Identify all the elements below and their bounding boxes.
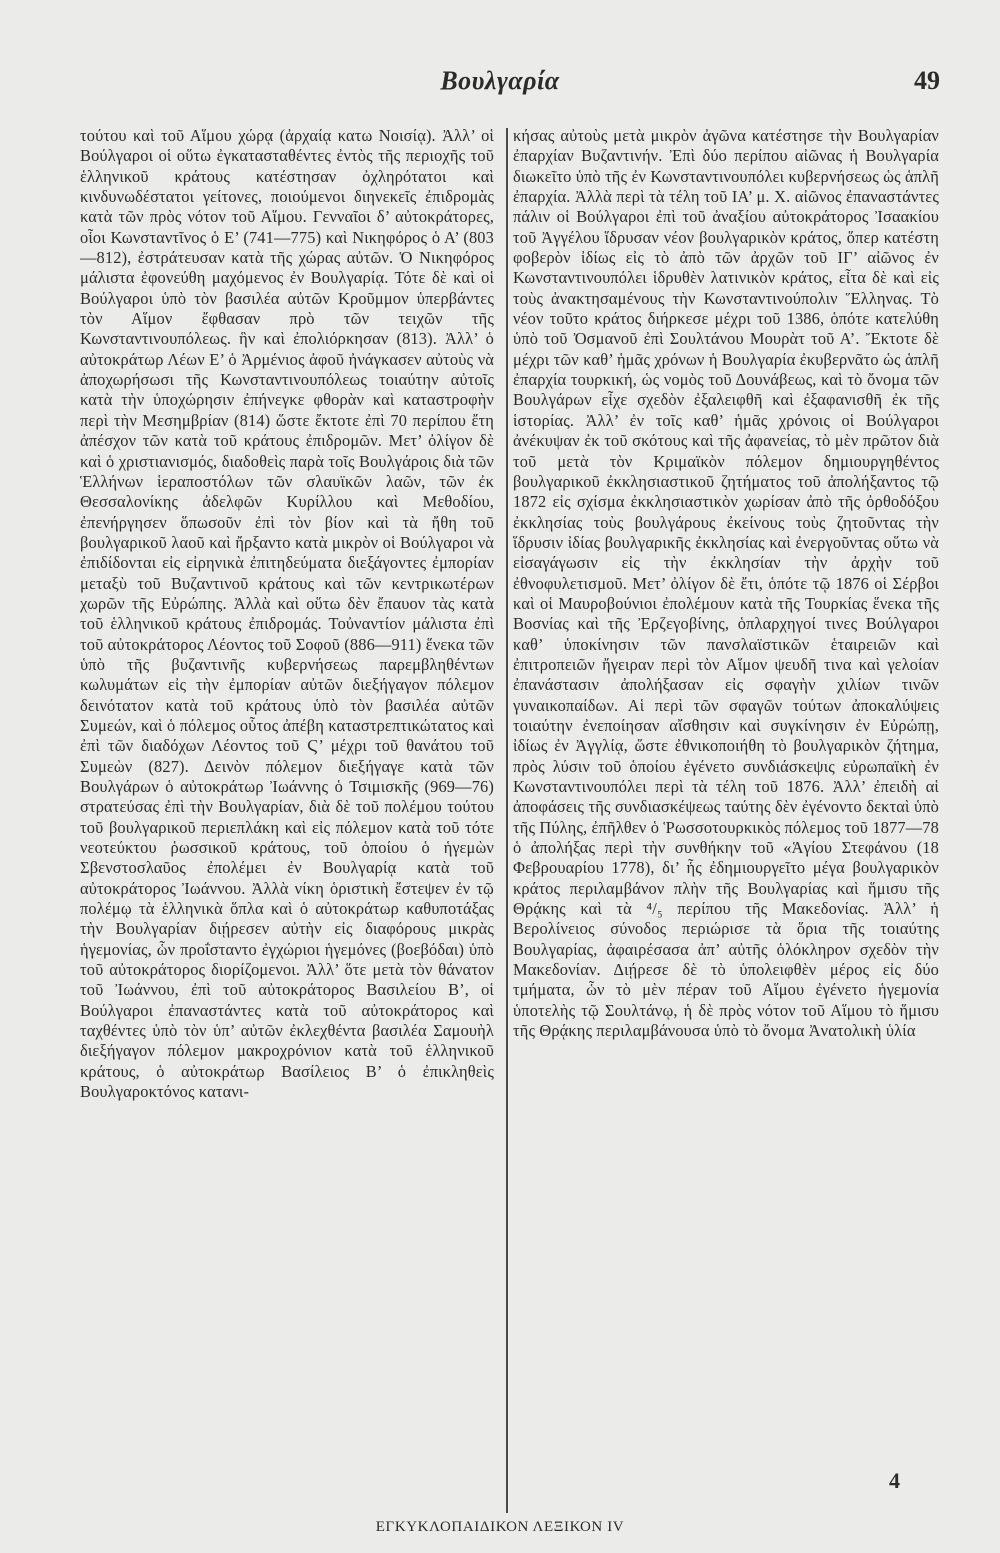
- footer-book-title: ΕΓΚΥΚΛΟΠΑΙΔΙΚΟΝ ΛΕΞΙΚΟΝ IV: [375, 1519, 625, 1535]
- printer-signature-mark: 4: [889, 1468, 900, 1493]
- text-column-right: [513, 126, 939, 1486]
- column-divider: [506, 128, 508, 1513]
- text-column-left: [80, 126, 494, 1486]
- page-number: 49: [914, 66, 940, 95]
- running-title: Βουλγαρία: [440, 66, 560, 95]
- right-column-text: κήσας αὐτοὺς μετὰ μικρὸν ἀγῶνα κατέστησε τὴν Βουλγαρίαν ἐπαρχίαν Βυζαντινήν. Ἐπὶ δύο περίπου αἰῶνας ἡ Βουλγαρία διωκεῖτο ὑπὸ τῆς ἐν Κωνσταντινουπόλει κυβερνήσεως ὡς ἁπλῆ ἐπαρχία. Ἀλλὰ περὶ τὰ τέλη τοῦ ΙΑ’ μ. Χ. αἰῶνος ἐπαναστάντες πάλιν οἱ Βούλγαροι ἐπὶ τοῦ ἀναξίου αὐτοκράτορος Ἰσαακίου τοῦ Ἀγγέλου ἵδρυσαν νέον βουλγαρικὸν κράτος, ὅπερ κατέστη φοβερὸν ἰδίως εἰς τὸ ἀπὸ τῶν ἀρχῶν τοῦ ΙΓ’ αἰῶνος ἐν Κωνσταντινουπόλει ἱδρυθὲν λατινικὸν κράτος, εἶτα δὲ καὶ εἰς τοὺς ἀνακτησαμένους τὴν Κωνσταντινούπολιν Ἕλληνας. Τὸ νέον τοῦτο κράτος διήρκεσε μέχρι τοῦ 1386, ὁπότε κατελύθη ὑπὸ τοῦ Ὀσμανοῦ ἐπὶ Σουλτάνου Μουρὰτ τοῦ Α’. Ἔκτοτε δὲ μέχρι τῶν καθ’ ἡμᾶς χρόνων ἡ Βουλγαρία ἐκυβερνᾶτο ὡς ἁπλῆ ἐπαρχία τουρκική, ὡς νομὸς τοῦ Δουνάβεως, καὶ τὸ ὄνομα τῶν Βουλγάρων εἶχε σχεδὸν ἐξαλειφθῆ καὶ ἐξαφανισθῆ ἐκ τῆς ἱστορίας. Ἀλλ’ ἐν τοῖς καθ’ ἡμᾶς χρόνοις οἱ Βούλγαροι ἀνέκυψαν ἐκ τοῦ σκότους καὶ τῆς ἀφανείας, τὸ μὲν πρῶτον διὰ τοῦ μετὰ τὸν Κριμαϊκὸν πόλεμον δημιουργηθέντος βουλγαρικοῦ ἐκκλησιαστικοῦ ζητήματος τοῦ ἀπολήξαντος τῷ 1872 εἰς σχίσμα ἐκκλησιαστικὸν χωρίσαν ἀπὸ τῆς ὀρθοδόξου ἐκκλησίας τοὺς βουλγάρους ἐκείνους τοὺς ζητοῦντας τὴν ἵδρυσιν ἰδίας βουλγαρικῆς ἐκκλησίας καὶ ἐνεργοῦντας οὕτω νὰ εἰσαγάγωσιν εἰς τὴν ἐκκλησίαν τὴν ἀρχὴν τοῦ ἐθνοφυλετισμοῦ. Μετ’ ὀλίγον δὲ ἔτι, ὁπότε τῷ 1876 οἱ Σέρβοι καὶ οἱ Μαυροβούνιοι ἐπολέμουν κατὰ τῆς Τουρκίας ἕνεκα τῆς Βοσνίας καὶ τῆς Ἐρζεγοβίνης, ὁπλαρχηγοί τινες Βούλγαροι καθ’ ὑποκίνησιν τῶν πανσλαϊστικῶν ἑταιρειῶν καὶ ἐπιτροπειῶν ἤγειραν περὶ τὸν Αἵμον ψευδῆ τινα καὶ γελοίαν ἐπανάστασιν ἀπολήξασαν εἰς σφαγὴν χιλίων τινῶν γυναικοπαίδων. Αἱ περὶ τῶν σφαγῶν τούτων ἀποκαλύψεις τοιαύτην ἐνεποίησαν αἴσθησιν καὶ συγκίνησιν ἐν Εὐρώπῃ, ἰδίως ἐν Ἀγγλίᾳ, ὥστε ἐθνικοποιήθη τὸ βουλγαρικὸν ζήτημα, πρὸς λύσιν τοῦ ὁποίου ἐγένετο συνδιάσκεψις εὐρωπαϊκὴ ἐν Κωνσταντινουπόλει περὶ τὰ τέλη τοῦ 1876. Ἀλλ’ ἐπειδὴ αἱ ἀποφάσεις τῆς συνδιασκέψεως ταύτης δὲν ἐγένοντο δεκταὶ ὑπὸ τῆς Πύλης, ἐπῆλθεν ὁ Ῥωσσοτουρκικὸς πόλεμος τοῦ 1877—78 ὁ ἀπολήξας περὶ τὴν συνθήκην τοῦ «Ἁγίου Στεφάνου (18 Φεβρουαρίου 1778), δι’ ἧς ἐδημιουργεῖτο μέγα βουλγαρικὸν κράτος περιλαμβάνον πλὴν τῆς Βουλγαρίας καὶ ἥμισυ τῆς Θρᾴκης καὶ τὰ ⁴/₅ περίπου τῆς Μακεδονίας. Ἀλλ’ ἡ Βερολίνειος σύνοδος περιώρισε τὰ ὅρια τῆς τοιαύτης Βουλγαρίας, ἀφαιρέσασα ἀπ’ αὐτῆς ὁλόκληρον σχεδὸν τὴν Μακεδονίαν. Διῄρεσε δὲ τὸ ὑπολειφθὲν μέρος εἰς δύο τμήματα, ὧν τὸ μὲν πέραν τοῦ Αἵμου ἐγένετο ἡγεμονία ὑποτελὴς τῷ Σουλτάνῳ, ἡ δὲ πρὸς νότον τοῦ Αἵμου τὸ ἥμισυ τῆς Θρᾴκης περιλαμβάνουσα ὑπὸ τὸ ὄνομα Ἀνατολικὴ ὑλία: [513, 126, 939, 1041]
- left-column-text: τούτου καὶ τοῦ Αἵμου χώρᾳ (ἀρχαίᾳ κατω Νοισίᾳ). Ἀλλ’ οἱ Βούλγαροι οἱ οὕτω ἐγκατασταθέντες ἐντὸς τῆς περιοχῆς τοῦ ἑλληνικοῦ κράτους κατέστησαν ὀχληρότατοι καὶ κινδυνωδέστατοι γείτονες, ποιούμενοι διηνεκεῖς ἐπιδρομὰς κατὰ τῶν πρὸς νότον τοῦ Αἵμου. Γενναῖοι δ’ αὐτοκράτορες, οἷοι Κωνσταντῖνος ὁ Ε’ (741—775) καὶ Νικηφόρος ὁ Α’ (803—812), ἐστράτευσαν κατὰ τῆς χώρας αὐτῶν. Ὁ Νικηφόρος μάλιστα ἐφονεύθη μαχόμενος ἐν Βουλγαρίᾳ. Τότε δὲ καὶ οἱ Βούλγαροι ὑπὸ τὸν βασιλέα αὐτῶν Κροῦμμον ὑπερβάντες τὸν Αἵμον ἔφθασαν πρὸ τῶν τειχῶν τῆς Κωνσταντινουπόλεως. ἣν καὶ ἐπολιόρκησαν (813). Ἀλλ’ ὁ αὐτοκράτωρ Λέων Ε’ ὁ Ἀρμένιος ἀφοῦ ἠνάγκασεν αὐτοὺς νὰ ἀποχωρήσωσι τῆς Κωνσταντινουπόλεως τοιαύτην αὐτοῖς κατὰ τὴν ὑποχώρησιν ἐπήνεγκε φθορὰν καὶ καταστροφὴν περὶ τὴν Μεσημβρίαν (814) ὥστε ἔκτοτε ἐπὶ 70 περίπου ἔτη ἀπέσχον τῶν κατὰ τοῦ κράτους ἐπιδρομῶν. Μετ’ ὀλίγον δὲ καὶ ὁ χριστιανισμός, διαδοθεὶς παρὰ τοῖς Βουλγάροις διὰ τῶν Ἑλλήνων ἱεραποστόλων τῶν σλαυϊκῶν λαῶν, τῶν ἐκ Θεσσαλονίκης ἀδελφῶν Κυρίλλου καὶ Μεθοδίου, ἐπενήργησεν ὅπωσοῦν ἐπὶ τὸν βίον καὶ τὰ ἤθη τοῦ βουλγαρικοῦ λαοῦ καὶ ἤρξαντο κατὰ μικρὸν οἱ Βούλγαροι νὰ ἐπιδίδονται εἰς εἰρηνικὰ ἐπιτηδεύματα διεξάγοντες ἐμπορίαν μεταξὺ τοῦ Βυζαντινοῦ κράτους καὶ τῶν κεντρικωτέρων χωρῶν τῆς Εὐρώπης. Ἀλλὰ καὶ οὕτω δὲν ἔπαυον τὰς κατὰ τοῦ ἑλληνικοῦ κράτους ἐπιδρομάς. Τοὐναντίον μάλιστα ἐπὶ τοῦ αὐτοκράτορος Λέοντος τοῦ Σοφοῦ (886—911) ἕνεκα τῶν ὑπὸ τῆς βυζαντινῆς κυβερνήσεως παρεμβληθέντων κωλυμάτων εἰς τὴν ἐμπορίαν αὐτῶν διεξήγαγον πόλεμον δεινότατον κατὰ τοῦ κράτους ὑπὸ τὸν βασιλέα αὐτῶν Συμεών, καὶ ὁ πόλεμος οὗτος ἀπέβη καταστρεπτικώτατος καὶ ἐπὶ τῶν διαδόχων Λέοντος τοῦ Ϛ’ μέχρι τοῦ θανάτου τοῦ Συμεὼν (827). Δεινὸν πόλεμον διεξήγαγε κατὰ τῶν Βουλγάρων ὁ αὐτοκράτωρ Ἰωάννης ὁ Τσιμισκῆς (969—76) στρατεύσας ἐπὶ τὴν Βουλγαρίαν, διὰ δὲ τοῦ πολέμου τούτου τοῦ βουλγαρικοῦ περιεπλάκη καὶ εἰς πόλεμον κατὰ τοῦ τότε νεοτεύκτου ῥωσσικοῦ κράτους, τοῦ ὁποίου ὁ ἡγεμὼν Σβενστοσλαῦος ἐπολέμει ἐν Βουλγαρίᾳ κατὰ τοῦ αὐτοκράτορος Ἰωάννου. Ἀλλὰ νίκη ὁριστικὴ ἔστεψεν ἐν τῷ πολέμῳ τὰ ἑλληνικὰ ὅπλα καὶ ὁ αὐτοκράτωρ καθυποτάξας τὴν Βουλγαρίαν διῄρεσεν αὐτὴν εἰς διαφόρους μικρὰς ἡγεμονίας, ὧν προΐσταντο ἐγχώριοι ἡγεμόνες (βοεβόδαι) ὑπὸ τοῦ αὐτοκράτορος διορίζομενοι. Ἀλλ’ ὅτε μετὰ τὸν θάνατον τοῦ Ἰωάννου, ἐπὶ τοῦ αὐτοκράτορος Βασιλείου Β’, οἱ Βούλγαροι ἐπαναστάντες κατὰ τοῦ αὐτοκράτορος καὶ ταχθέντες ὑπὸ τὸν ὑπ’ αὐτῶν ἐκλεχθέντα βασιλέα Σαμουὴλ διεξήγαγον πόλεμον μακροχρόνιον κατὰ τοῦ ἑλληνικοῦ κράτους, ὁ αὐτοκράτωρ Βασίλειος Β’ ὁ ἐπικληθεὶς Βουλγαροκτόνος κατανι-: [80, 126, 494, 1102]
